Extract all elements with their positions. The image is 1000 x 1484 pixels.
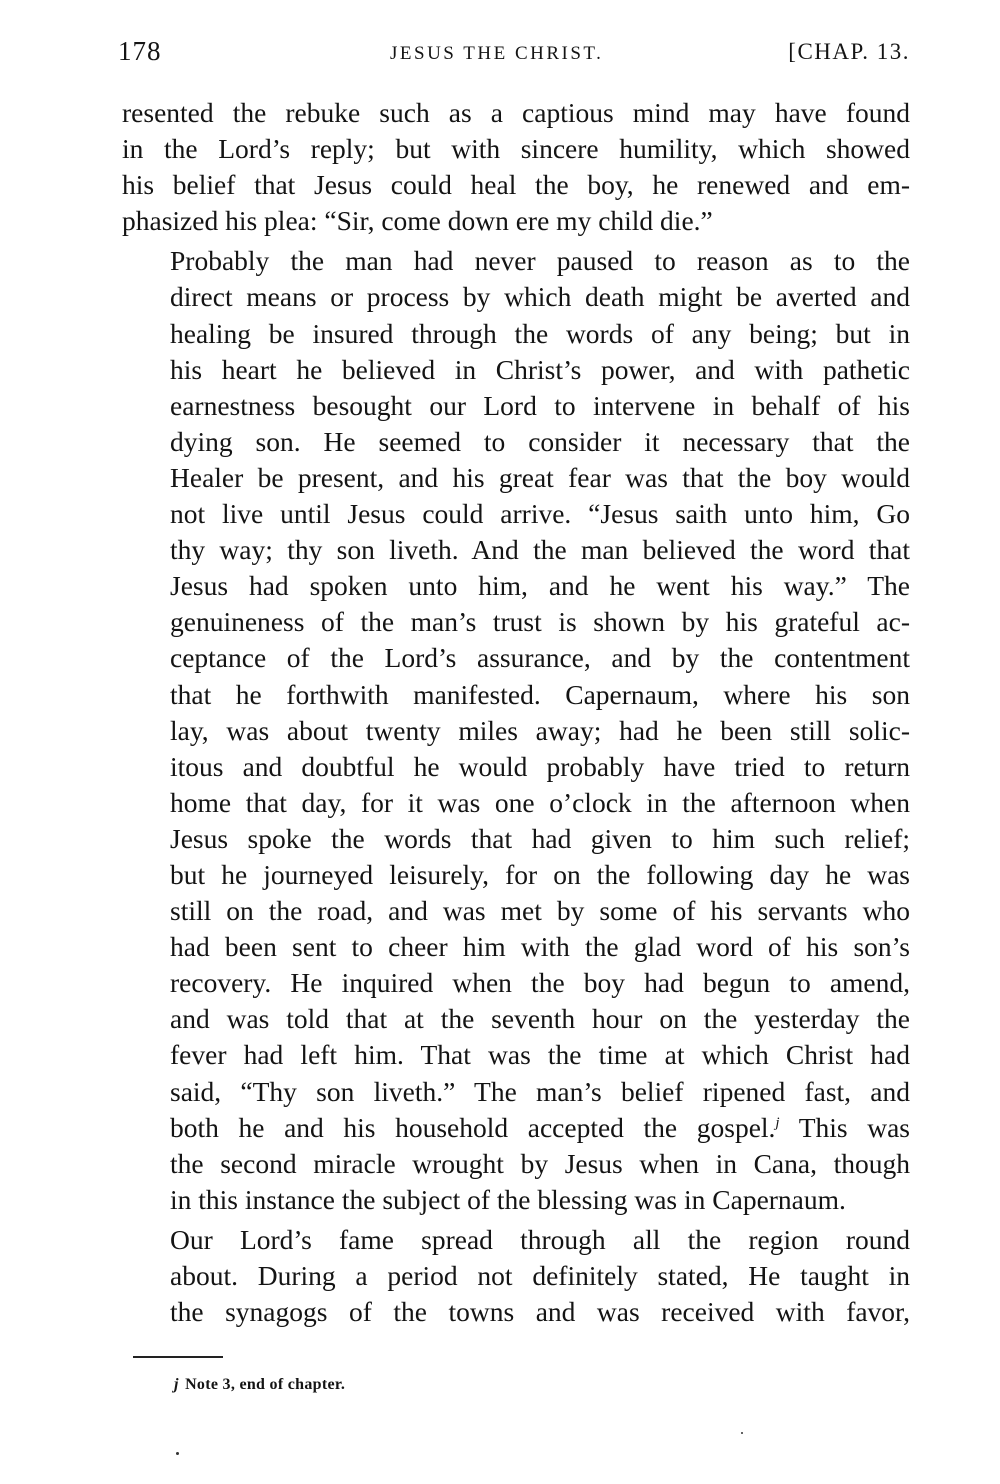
text-line: Jesus spoke the words that had given to him such relief; [170, 822, 910, 854]
paragraph [122, 1222, 910, 1330]
line-text: both he and his household accepted the gospel. [170, 1111, 776, 1143]
text-line: his belief that Jesus could heal the boy, he renewed and em- [122, 169, 910, 201]
text-line: itous and doubtful he would probably have tried to return [170, 750, 910, 782]
running-header [118, 36, 910, 72]
text-line: earnestness besought our Lord to intervene in behalf of his [170, 389, 910, 421]
text-line: said, “Thy son liveth.” The man’s belief ripened fast, and [170, 1075, 910, 1107]
text-line: his heart he believed in Christ’s power, and with pathetic [170, 353, 910, 385]
text-line: in this instance the subject of the blessing was in Capernaum. [170, 1183, 846, 1215]
text-line: in the Lord’s reply; but with sincere humility, which showed [122, 133, 910, 165]
text-line: the synagogs of the towns and was received with favor, [170, 1296, 910, 1328]
chapter-label: [CHAP. 13. [788, 39, 910, 64]
text-line: still on the road, and was met by some of his servants who [170, 895, 910, 927]
text-line: that he forthwith manifested. Capernaum, where his son [170, 678, 910, 710]
footnote-reference[interactable]: j [775, 1114, 780, 1131]
text-line: Our Lord’s fame spread through all the region round [170, 1223, 910, 1255]
paragraph [122, 243, 910, 1218]
text-line: direct means or process by which death might be averted and [170, 281, 910, 313]
page-number: 178 [118, 36, 162, 66]
text-line: thy way; thy son liveth. And the man believed the word that [170, 534, 910, 566]
text-line: and was told that at the seventh hour on the yesterday the [170, 1003, 910, 1035]
text-line: but he journeyed leisurely, for on the following day he was [170, 858, 910, 890]
footnote-marker: j [174, 1376, 179, 1393]
body-text [122, 95, 910, 1330]
text-line: lay, was about twenty miles away; had he been still solic- [170, 714, 910, 746]
line-text-continuation: This was [779, 1111, 910, 1143]
text-line: recovery. He inquired when the boy had begun to amend, [170, 967, 910, 999]
text-line: healing be insured through the words of any being; but in [170, 317, 910, 349]
text-line: Healer be present, and his great fear was that the boy would [170, 461, 910, 493]
text-line: had been sent to cheer him with the glad word of his son’s [170, 931, 910, 963]
scan-speck [741, 1432, 743, 1434]
text-line: about. During a period not definitely stated, He taught in [170, 1260, 910, 1291]
text-line [122, 1110, 910, 1146]
text-line: phasized his plea: “Sir, come down ere my child die.” [122, 205, 713, 237]
text-line: not live until Jesus could arrive. “Jesus saith unto him, Go [170, 498, 910, 530]
paragraph [122, 95, 910, 239]
text-line: the second miracle wrought by Jesus when in Cana, though [170, 1147, 910, 1179]
text-line: fever had left him. That was the time at which Christ had [170, 1039, 910, 1071]
footnote-rule [133, 1356, 223, 1358]
text-line: dying son. He seemed to consider it necessary that the [170, 425, 910, 457]
text-line: ceptance of the Lord’s assurance, and by the contentment [170, 642, 910, 674]
text-line: genuineness of the man’s trust is shown by his grateful ac- [170, 606, 910, 638]
footnote [174, 1376, 345, 1394]
text-line: resented the rebuke such as a captious mind may have found [122, 97, 910, 128]
running-title: JESUS THE CHRIST. [390, 43, 604, 64]
text-line: home that day, for it was one o’clock in the afternoon when [170, 786, 910, 818]
footnote-text: Note 3, end of chapter. [185, 1376, 346, 1393]
scan-speck [176, 1452, 179, 1455]
text-line: Probably the man had never paused to reason as to the [170, 245, 910, 277]
text-line: Jesus had spoken unto him, and he went his way.” The [170, 570, 910, 602]
